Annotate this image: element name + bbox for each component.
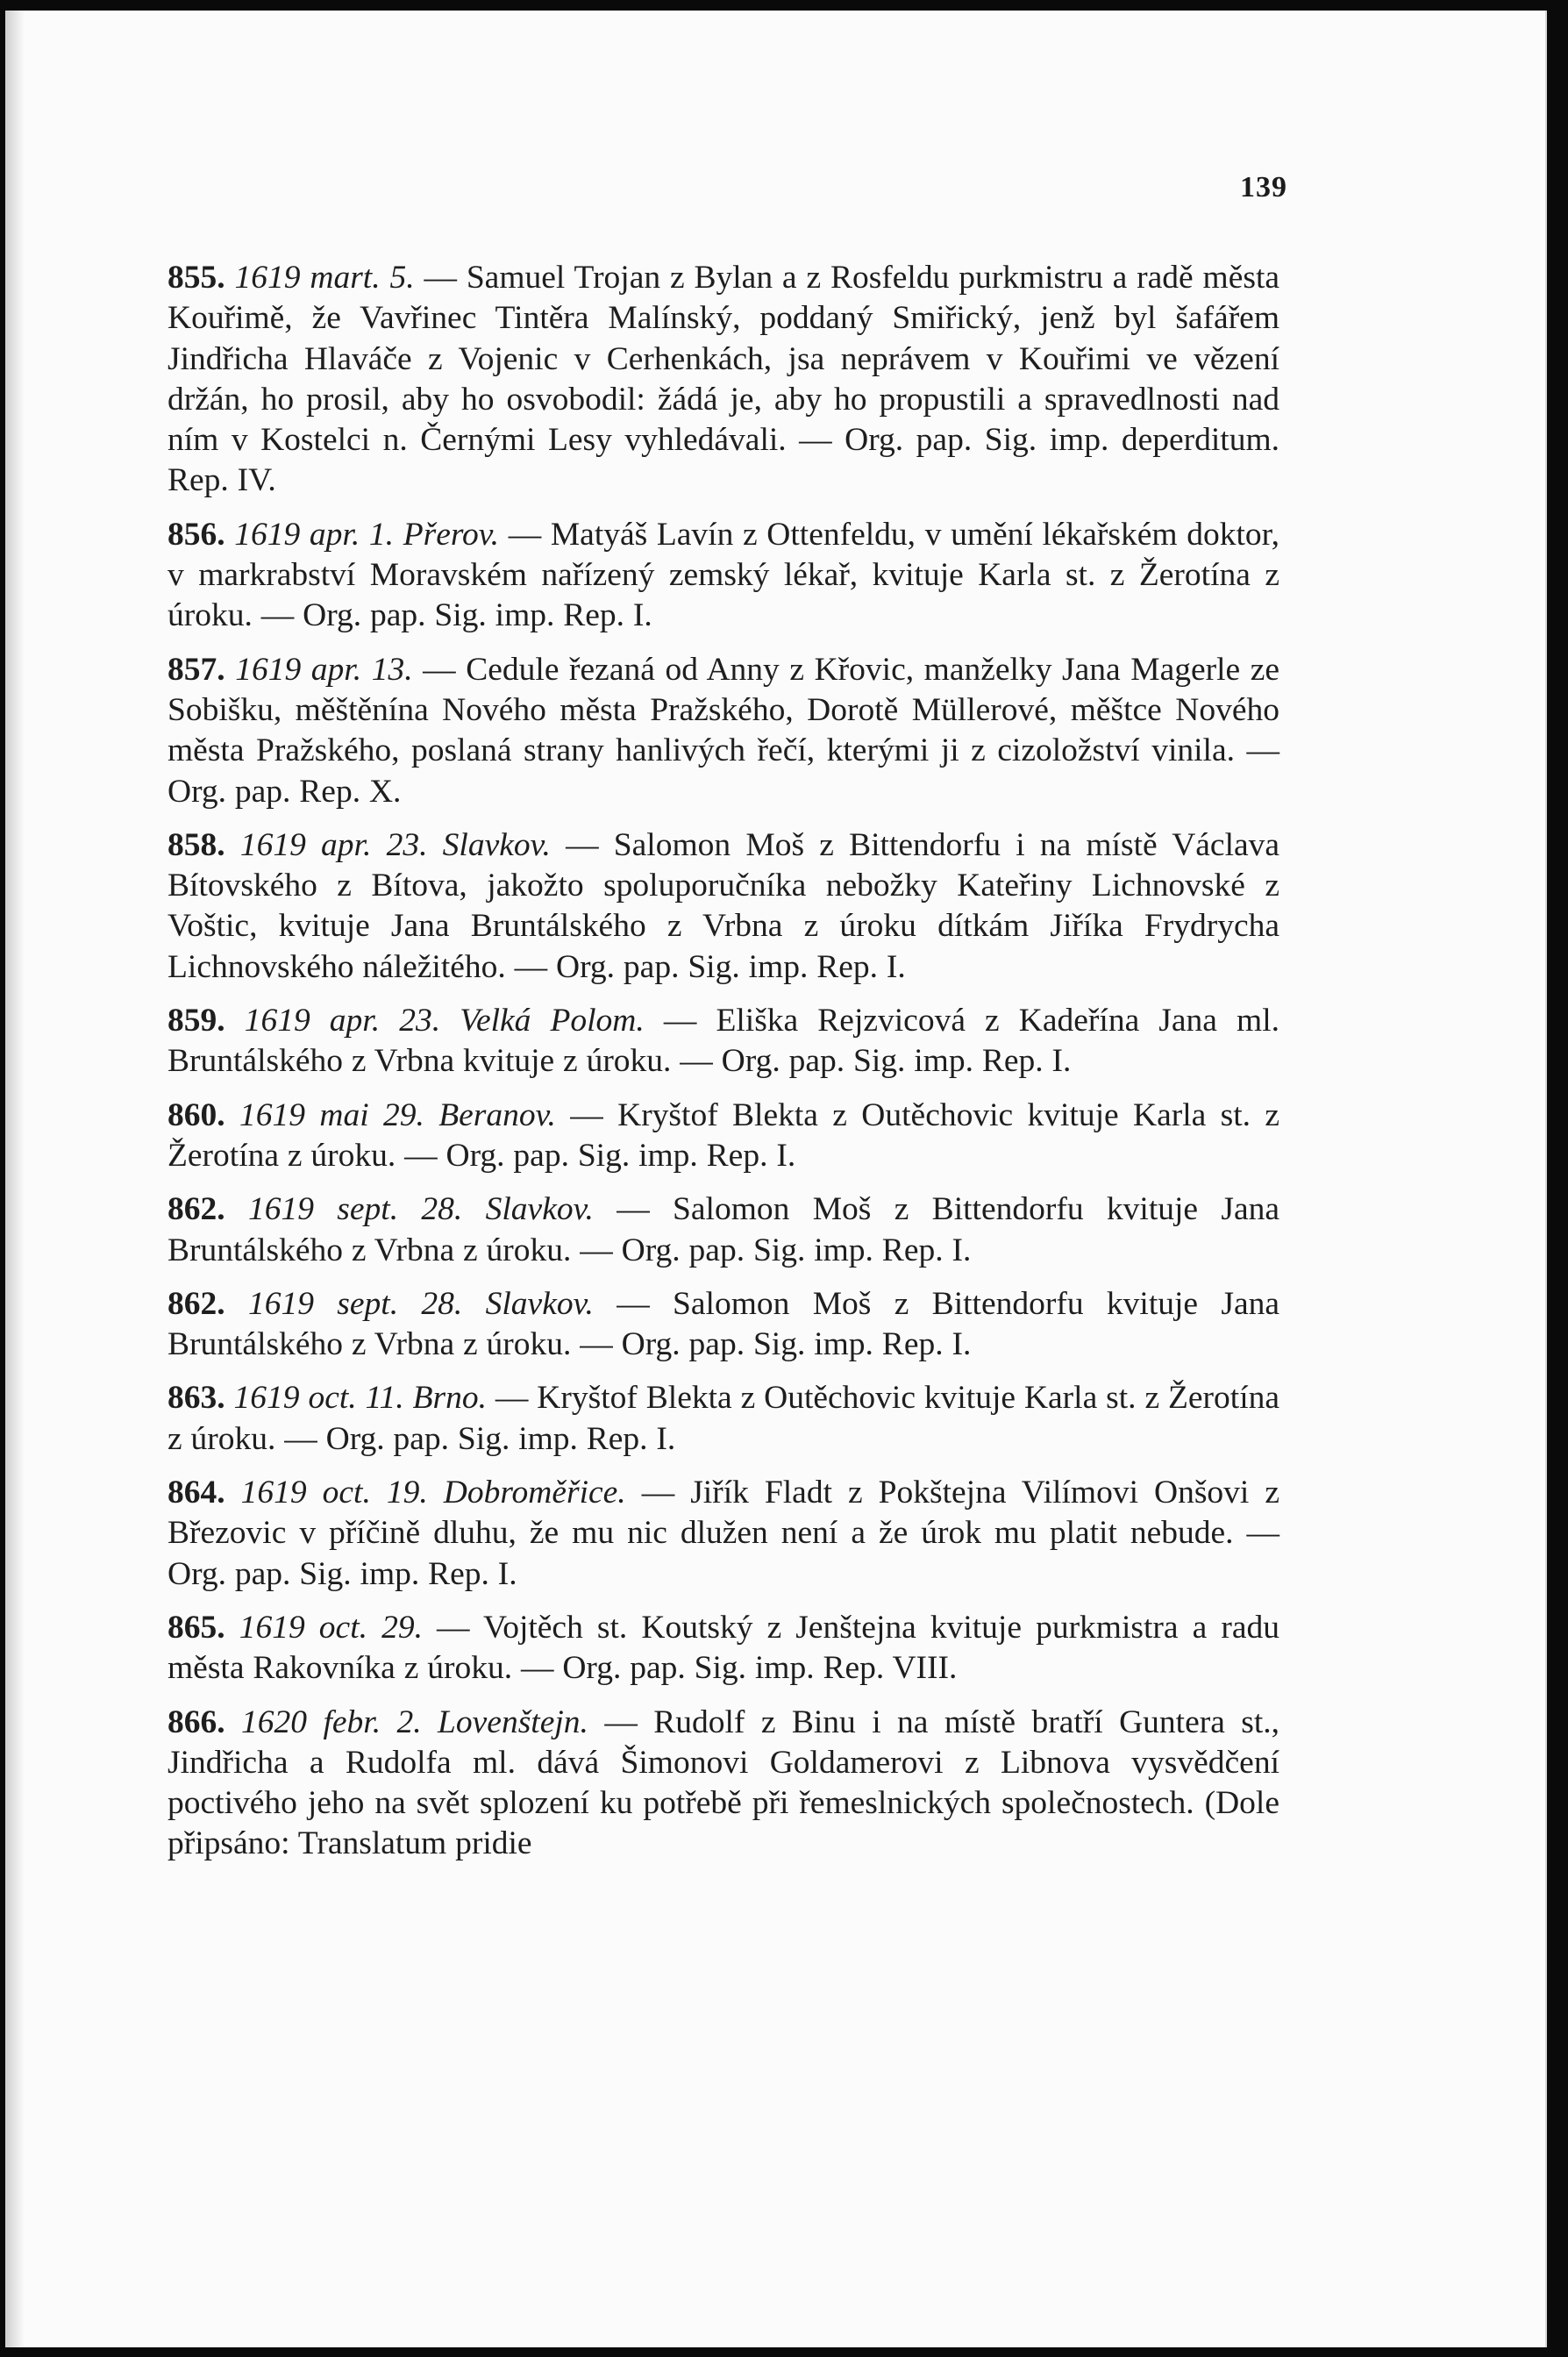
entry-date: 1619 oct. 19. xyxy=(240,1475,428,1511)
entry-date: 1619 apr. 1. xyxy=(234,516,395,553)
entry-place: Brno. xyxy=(412,1380,487,1417)
entry-858 xyxy=(167,825,1279,988)
entry-date: 1619 apr. 13. xyxy=(235,651,413,688)
entry-place: Velká Polom. xyxy=(460,1003,645,1039)
entry-number: 865. xyxy=(167,1609,225,1646)
entry-date: 1619 sept. 28. xyxy=(247,1191,463,1228)
entry-862-b xyxy=(167,1284,1279,1366)
entry-place: Slavkov. xyxy=(485,1285,594,1322)
entry-text: — Salomon Moš z Bittendorfu kvituje Jana Bruntálského z Vrbna z úroku. — Org. pap. Sig. imp. Rep. I. xyxy=(167,1191,1280,1268)
entry-date: 1619 oct. 11. xyxy=(233,1380,404,1417)
entry-number: 864. xyxy=(167,1475,225,1511)
page-number: 139 xyxy=(1240,171,1287,204)
entry-857 xyxy=(167,650,1279,812)
entry-place: Přerov. xyxy=(403,516,500,553)
entry-862-a xyxy=(167,1189,1279,1271)
entry-text: — Eliška Rejzvicová z Kadeřína Jana ml. Bruntálského z Vrbna kvituje z úroku. — Org. pap. Sig. imp. Rep. I. xyxy=(167,1003,1279,1080)
entry-text: — Kryštof Blekta z Outěchovic kvituje Karla st. z Žerotína z úroku. — Org. pap. Sig. imp. Rep. I. xyxy=(167,1096,1280,1174)
entry-865 xyxy=(167,1608,1279,1689)
entry-place: Beranov. xyxy=(438,1096,556,1133)
entry-number: 860. xyxy=(167,1096,225,1133)
entry-place: Slavkov. xyxy=(485,1191,594,1228)
entry-text: — Rudolf z Binu i na místě bratří Guntera st., Jindřicha a Rudolfa ml. dává Šimonovi Goldamerovi z Libnova vysvědčení poctivého jeho na svět splození ku potřebě při řemeslnických společnostech. (Dole připsáno: Translatum pridie xyxy=(167,1703,1280,1862)
entry-866 xyxy=(167,1703,1279,1865)
entry-text: — Salomon Moš z Bittendorfu kvituje Jana Bruntálského z Vrbna z úroku. — Org. pap. Sig. imp. Rep. I. xyxy=(167,1285,1280,1363)
entry-place: Dobroměřice. xyxy=(443,1475,626,1511)
entry-text: — Vojtěch st. Koutský z Jenštejna kvituje purkmistra a radu města Rakovníka z úroku. — Org. pap. Sig. imp. Rep. VIII. xyxy=(167,1609,1279,1687)
entry-856 xyxy=(167,515,1279,637)
entry-text: — Cedule řezaná od Anny z Křovic, manželky Jana Magerle ze Sobišku, měštěnína Nového města Pražského, Dorotě Müllerové, měštce Nového města Pražského, poslaná strany hanlivých řečí, kterými ji z cizoložství vinila. — Org. pap. Rep. X. xyxy=(167,651,1280,810)
entry-date: 1619 apr. 23. xyxy=(239,826,428,863)
entry-place: Lovenštejn. xyxy=(438,1703,588,1740)
entry-number: 857. xyxy=(167,651,225,688)
entry-number: 863. xyxy=(167,1380,225,1417)
entry-date: 1619 apr. 23. xyxy=(244,1003,441,1039)
entry-number: 856. xyxy=(167,516,225,553)
entry-date: 1619 oct. 29. xyxy=(239,1609,423,1646)
entry-date: 1619 mai 29. xyxy=(239,1096,424,1133)
regesta-list xyxy=(167,258,1279,1878)
entry-864 xyxy=(167,1473,1279,1595)
entry-number: 862. xyxy=(167,1191,225,1228)
entry-text: — Samuel Trojan z Bylan a z Rosfeldu purkmistru a radě města Kouřimě, že Vavřinec Tintěra Malínský, poddaný Smiřický, jenž byl šafářem Jindřicha Hlaváče z Vojenic v Cerhenkách, jsa neprávem v Kouřimi ve vězení držán, ho prosil, aby ho osvobodil: žádá je, aby ho propustili a spravedlnosti nad ním v Kostelci n. Černými Lesy vyhledávali. — Org. pap. Sig. imp. deperditum. Rep. IV. xyxy=(167,260,1280,499)
entry-text: — Salomon Moš z Bittendorfu i na místě Václava Bítovského z Bítova, jakožto spoluporučníka nebožky Kateřiny Lichnovské z Voštic, kvituje Jana Bruntálského z Vrbna z úroku dítkám Jiříka Frydrycha Lichnovského náležitého. — Org. pap. Sig. imp. Rep. I. xyxy=(167,826,1280,985)
entry-number: 858. xyxy=(167,826,225,863)
entry-text: — Kryštof Blekta z Outěchovic kvituje Karla st. z Žerotína z úroku. — Org. pap. Sig. imp. Rep. I. xyxy=(167,1380,1280,1457)
entry-863 xyxy=(167,1378,1279,1460)
entry-number: 859. xyxy=(167,1003,225,1039)
entry-text: — Jiřík Fladt z Pokštejna Vilímovi Onšovi z Březovic v příčině dluhu, že mu nic dlužen není a že úrok mu platit nebude. — Org. pap. Sig. imp. Rep. I. xyxy=(167,1475,1279,1592)
entry-number: 862. xyxy=(167,1285,225,1322)
entry-859 xyxy=(167,1001,1279,1082)
entry-855 xyxy=(167,258,1279,502)
entry-date: 1619 mart. 5. xyxy=(234,260,415,296)
page-edge-shadow xyxy=(5,11,25,2347)
entry-date: 1620 febr. 2. xyxy=(241,1703,422,1740)
entry-860 xyxy=(167,1096,1279,1177)
entry-text: — Matyáš Lavín z Ottenfeldu, v umění lékařském doktor, v markrabství Moravském nařízený zemský lékař, kvituje Karla st. z Žerotína z úroku. — Org. pap. Sig. imp. Rep. I. xyxy=(167,516,1280,634)
document-page xyxy=(5,11,1547,2347)
entry-number: 855. xyxy=(167,260,225,296)
entry-place: Slavkov. xyxy=(442,826,551,863)
entry-number: 866. xyxy=(167,1703,225,1740)
entry-date: 1619 sept. 28. xyxy=(247,1285,463,1322)
